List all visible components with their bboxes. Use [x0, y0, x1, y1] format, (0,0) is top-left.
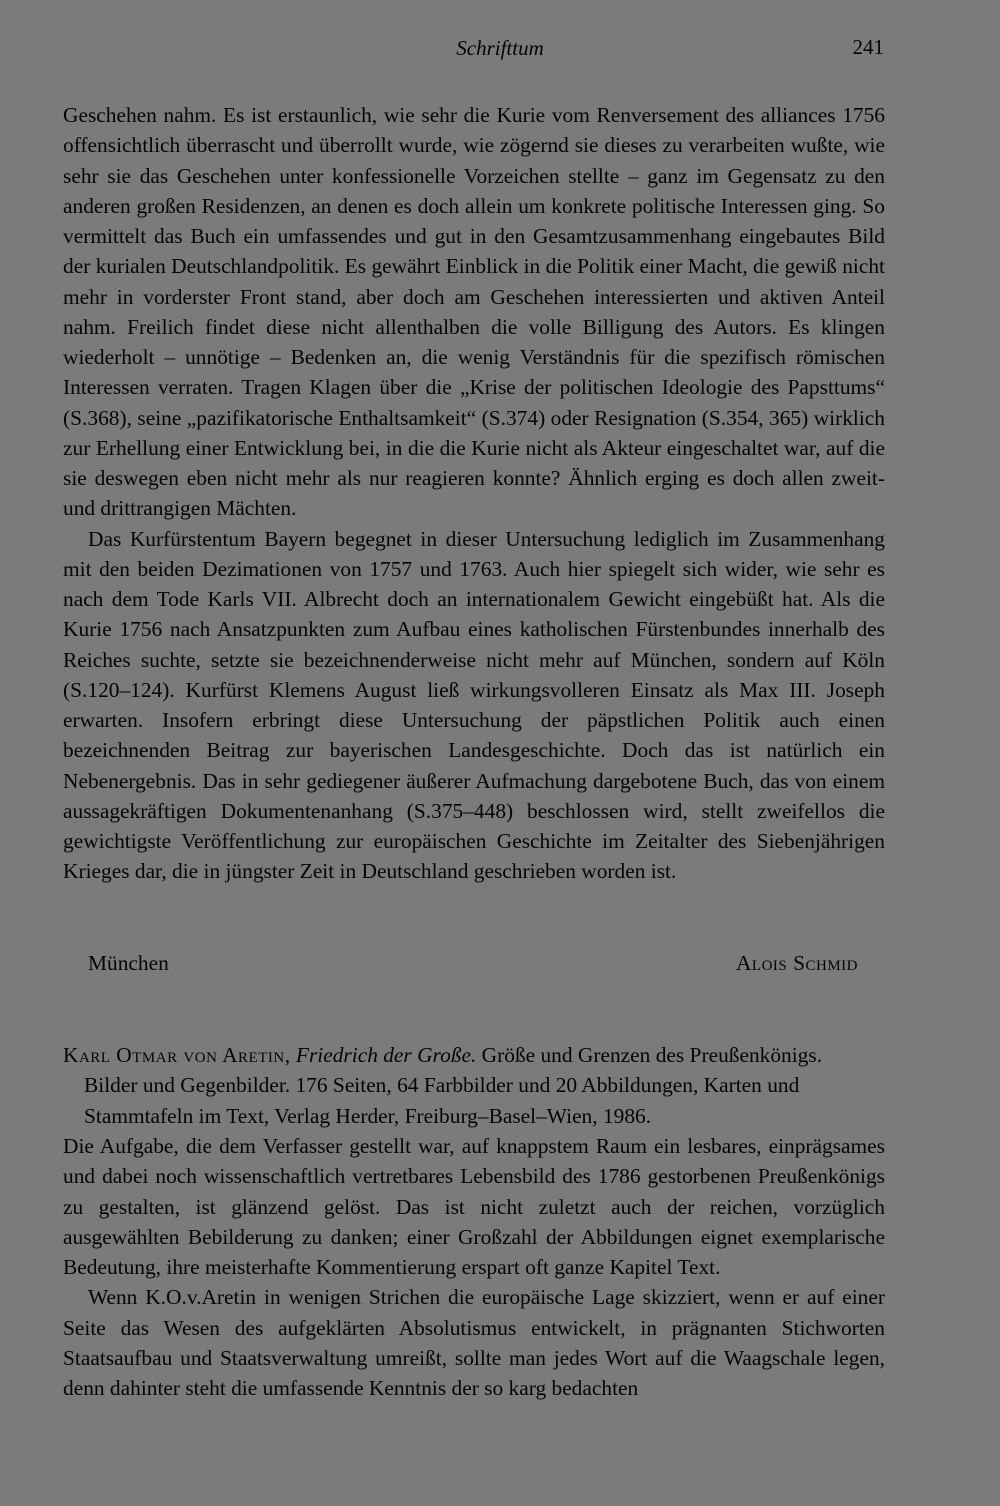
bibliographic-details: Bilder und Gegenbilder. 176 Seiten, 64 Farbbilder und 20 Abbildungen, Karten und Stammtafeln im Text, Verlag Herder, Freiburg–Basel–Wien, 1986.: [84, 1073, 800, 1128]
paragraph: Geschehen nahm. Es ist erstaunlich, wie sehr die Kurie vom Renversement des alliances 1756 offensichtlich überrascht und überrollt wurde, wie zögernd sie dieses zu verarbeiten wußte, wie sehr sie das Geschehen unter konfessionelle Vorzeichen stellte – ganz im Gegensatz zu den anderen großen Residenzen, an denen es doch allein um konkrete politische Interessen ging. So vermittelt das Buch ein umfassendes und gut in den Gesamtzusammenhang eingebautes Bild der kurialen Deutschlandpolitik. Es gewährt Einblick in die Politik einer Macht, die gewiß nicht mehr in vorderster Front stand, aber doch am Geschehen interessierten und aktiven Anteil nahm. Freilich findet diese nicht allenthalben die volle Billigung des Autors. Es klingen wiederholt – unnötige – Bedenken an, die wenig Verständnis für die spezifisch römischen Interessen verraten. Tragen Klagen über die „Krise der politischen Ideologie des Papsttums“ (S.368), seine „pazifikatorische Enthaltsamkeit“ (S.374) oder Resignation (S.354, 365) wirklich zur Erhellung einer Entwicklung bei, in die die Kurie nicht als Akteur eingeschaltet war, auf die sie deswegen eben nicht mehr als nur reagieren konnte? Ähnlich erging es doch allen zweit- und drittrangigen Mächten.: [63, 103, 885, 521]
running-header: Schrifttum: [456, 36, 544, 60]
paragraph: Die Aufgabe, die dem Verfasser gestellt war, auf knappstem Raum ein lesbares, einprägsames und dabei noch wissenschaftlich vertretbares Lebensbild des 1786 gestorbenen Preußenkönigs zu gestalten, ist glänzend gelöst. Das ist nicht zuletzt auch der reichen, vorzüglich ausgewählten Bebilderung zu danken; einer Großzahl der Abbildungen eignet exemplarische Bedeutung, ihre meisterhafte Kommentierung erspart oft ganze Kapitel Text.: [63, 1134, 885, 1279]
review-body: [63, 1131, 885, 1403]
reviewed-subtitle: Größe und Grenzen des Preußenkönigs.: [481, 1043, 823, 1067]
review-continuation: [63, 100, 885, 887]
page-number: 241: [852, 35, 884, 59]
paragraph: Wenn K.O.v.Aretin in wenigen Strichen die europäische Lage skizziert, wenn er auf einer Seite das Wesen des aufgeklärten Absolutismus entwickelt, in prägnanten Stichworten Staatsaufbau und Staatsverwaltung umreißt, sollte man jedes Wort auf die Waagschale legen, denn dahinter steht die umfassende Kenntnis der so karg bedachten: [63, 1285, 885, 1400]
signature-city: München: [88, 951, 169, 975]
paragraph: Das Kurfürstentum Bayern begegnet in dieser Untersuchung lediglich im Zusammenhang mit den beiden Dezimationen von 1757 und 1763. Auch hier spiegelt sich wider, wie sehr es nach dem Tode Karls VII. Albrecht doch an internationalem Gewicht eingebüßt hat. Als die Kurie 1756 nach Ansatzpunkten zum Aufbau eines katholischen Fürstenbundes innerhalb des Reiches suchte, setzte sie bezeichnenderweise nicht mehr auf München, sondern auf Köln (S.120–124). Kurfürst Klemens August ließ wirkungsvolleren Einsatz als Max III. Joseph erwarten. Insofern erbringt diese Untersuchung der päpstlichen Politik auch einen bezeichnenden Beitrag zur bayerischen Landesgeschichte. Doch das ist natürlich ein Nebenergebnis. Das in sehr gediegener äußerer Aufmachung dargebotene Buch, das von einem aussagekräftigen Dokumentenanhang (S.375–448) beschlossen wird, stellt zweifellos die gewichtigste Veröffentlichung zur europäischen Geschichte im Zeitalter des Siebenjährigen Krieges dar, die in jüngster Zeit in Deutschland geschrieben worden ist.: [63, 526, 885, 884]
review-heading: [63, 1040, 885, 1131]
reviewed-author: Karl Otmar von Aretin,: [63, 1043, 291, 1067]
signature-author: Alois Schmid: [735, 951, 858, 975]
reviewed-title: Friedrich der Große.: [295, 1043, 477, 1067]
